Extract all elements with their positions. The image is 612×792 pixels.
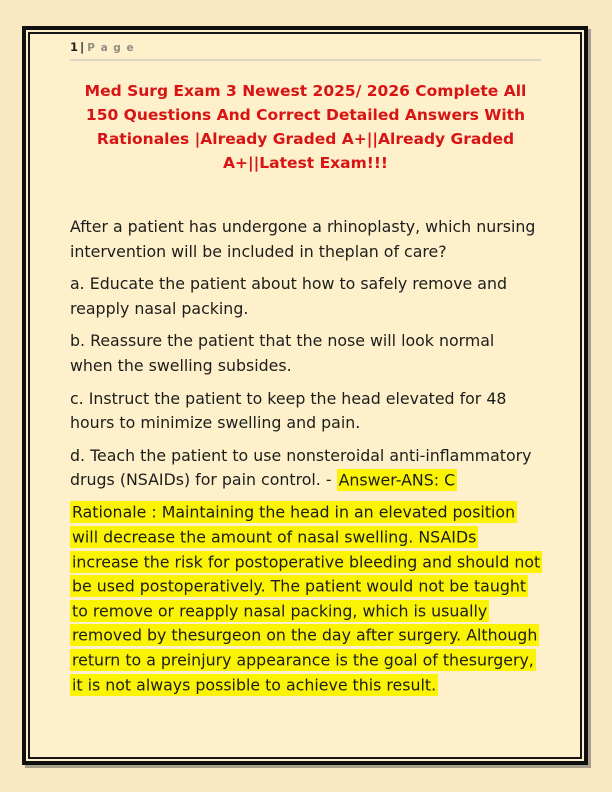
option-a: a. Educate the patient about how to safely remove and reapply nasal packing. bbox=[70, 274, 507, 318]
option-d bbox=[70, 444, 541, 493]
option-b: b. Reassure the patient that the nose will look normal when the swelling subsides. bbox=[70, 331, 495, 375]
page-header-label: P a g e bbox=[87, 42, 135, 54]
rationale bbox=[70, 501, 541, 698]
option-d-text: d. Teach the patient to use nonsteroidal anti-inflammatory drugs (NSAIDs) for pain control. - bbox=[70, 445, 532, 490]
document-title: Med Surg Exam 3 Newest 2025/ 2026 Complete All 150 Questions And Correct Detailed Answers With Rationales |Already Graded A+||Already Graded A+||Latest Exam!!! bbox=[84, 82, 527, 172]
rationale-highlight: Rationale : Maintaining the head in an elevated position will decrease the amount of nasal swelling. NSAIDs increase the risk for postoperative bleeding and should not be used postoperatively. The patient would not be taught to remove or reapply nasal packing, which is usually removed by thesurgeon on the day after surgery. Although return to a preinjury appearance is the goal of thesurgery, it is not always possible to achieve this result. bbox=[72, 502, 541, 695]
option-c: c. Instruct the patient to keep the head elevated for 48 hours to minimize swelling and pain. bbox=[70, 388, 507, 433]
page-border-frame bbox=[22, 26, 588, 765]
question-text: After a patient has undergone a rhinoplasty, which nursing intervention will be included in theplan of care? bbox=[70, 217, 536, 261]
page-number-separator: | bbox=[80, 40, 85, 54]
page-number: 1 bbox=[70, 40, 79, 54]
question-block bbox=[70, 215, 541, 698]
page-border-frame-inner bbox=[28, 32, 582, 759]
page-header bbox=[70, 38, 541, 61]
answer-highlight: Answer-ANS: C bbox=[338, 470, 456, 490]
